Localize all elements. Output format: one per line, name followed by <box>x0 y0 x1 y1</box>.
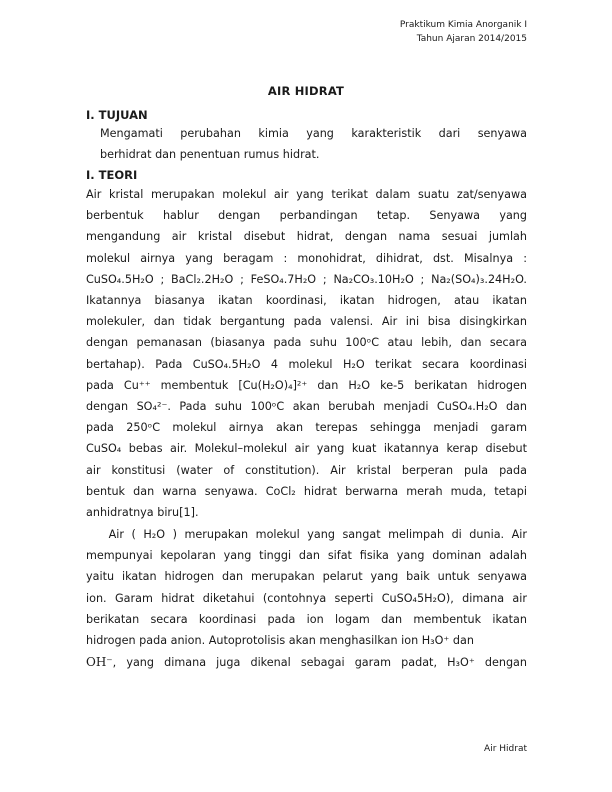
heading-teori: I. TEORI <box>86 168 138 182</box>
para2-line: hidrogen pada anion. Autoprotolisis akan menghasilkan ion H₃O⁺ dan <box>86 634 474 648</box>
teori-line: molekul airnya yang beragam : monohidrat, dihidrat, dst. Misalnya : <box>86 251 527 265</box>
teori-line: bentuk dan warna senyawa. CoCl₂ hidrat berwarna merah muda, tetapi <box>86 484 527 498</box>
tujuan-line: berhidrat dan penentuan rumus hidrat. <box>100 148 320 162</box>
header-year: Tahun Ajaran 2014/2015 <box>416 34 527 44</box>
teori-line: anhidratnya biru[1]. <box>86 506 199 520</box>
teori-line: berbentuk hablur dengan perbandingan tetap. Senyawa yang <box>86 209 527 223</box>
header-course: Praktikum Kimia Anorganik I <box>399 20 527 30</box>
teori-line: dengan SO₄²⁻. Pada suhu 100ᵒC akan berubah menjadi CuSO₄.H₂O dan <box>86 400 527 414</box>
page-footer: Air Hidrat <box>484 744 527 754</box>
para2-line: yaitu ikatan hidrogen dan merupakan pelarut yang baik untuk senyawa <box>86 570 527 584</box>
teori-line: pada Cu⁺⁺ membentuk [Cu(H₂O)₄]²⁺ dan H₂O ke-5 berikatan hidrogen <box>86 378 527 392</box>
page-header <box>400 18 527 46</box>
teori-line: mengandung air kristal disebut hidrat, dengan nama sesuai jumlah <box>86 230 527 244</box>
heading-tujuan: I. TUJUAN <box>86 108 148 122</box>
document-title: AIR HIDRAT <box>267 84 345 98</box>
paragraph-two <box>86 524 527 651</box>
teori-line: air konstitusi (water of constitution). Air kristal berperan pula pada <box>86 463 527 477</box>
teori-line: CuSO₄.5H₂O ; BaCl₂.2H₂O ; FeSO₄.7H₂O ; Na₂CO₃.10H₂O ; Na₂(SO₄)₃.24H₂O. <box>86 272 527 286</box>
teori-line: molekuler, dan tidak bergantung pada valensi. Air ini bisa disingkirkan <box>86 315 527 329</box>
tujuan-paragraph <box>100 123 527 165</box>
para2-line: mempunyai kepolaran yang tinggi dan sifat fisika yang dominan adalah <box>86 549 527 563</box>
tujuan-line: Mengamati perubahan kimia yang karakteristik dari senyawa <box>100 127 527 140</box>
final-line <box>86 652 527 673</box>
teori-line: bertahap). Pada CuSO₄.5H₂O 4 molekul H₂O terikat secara koordinasi <box>86 357 527 371</box>
teori-paragraph <box>86 184 527 523</box>
teori-line: CuSO₄ bebas air. Molekul–molekul air yang kuat ikatannya kerap disebut <box>86 442 527 456</box>
para2-line: Air ( H₂O ) merupakan molekul yang sangat melimpah di dunia. Air <box>86 528 527 541</box>
teori-line: dengan pemanasan (biasanya pada suhu 100ᵒC atau lebih, dan secara <box>86 336 527 350</box>
teori-line: pada 250ᵒC molekul airnya akan terepas sehingga menjadi garam <box>86 421 527 435</box>
para2-line: ion. Garam hidrat diketahui (contohnya seperti CuSO₄5H₂O), dimana air <box>86 591 527 605</box>
teori-line: Air kristal merupakan molekul air yang terikat dalam suatu zat/senyawa <box>86 188 527 201</box>
hydroxide-symbol: OH⁻ <box>86 655 113 669</box>
final-line-text: , yang dimana juga dikenal sebagai garam padat, H₃O⁺ dengan <box>112 656 527 669</box>
teori-line: Ikatannya biasanya ikatan koordinasi, ikatan hidrogen, atau ikatan <box>86 294 527 308</box>
para2-line: berikatan secara koordinasi pada ion logam dan membentuk ikatan <box>86 612 527 626</box>
